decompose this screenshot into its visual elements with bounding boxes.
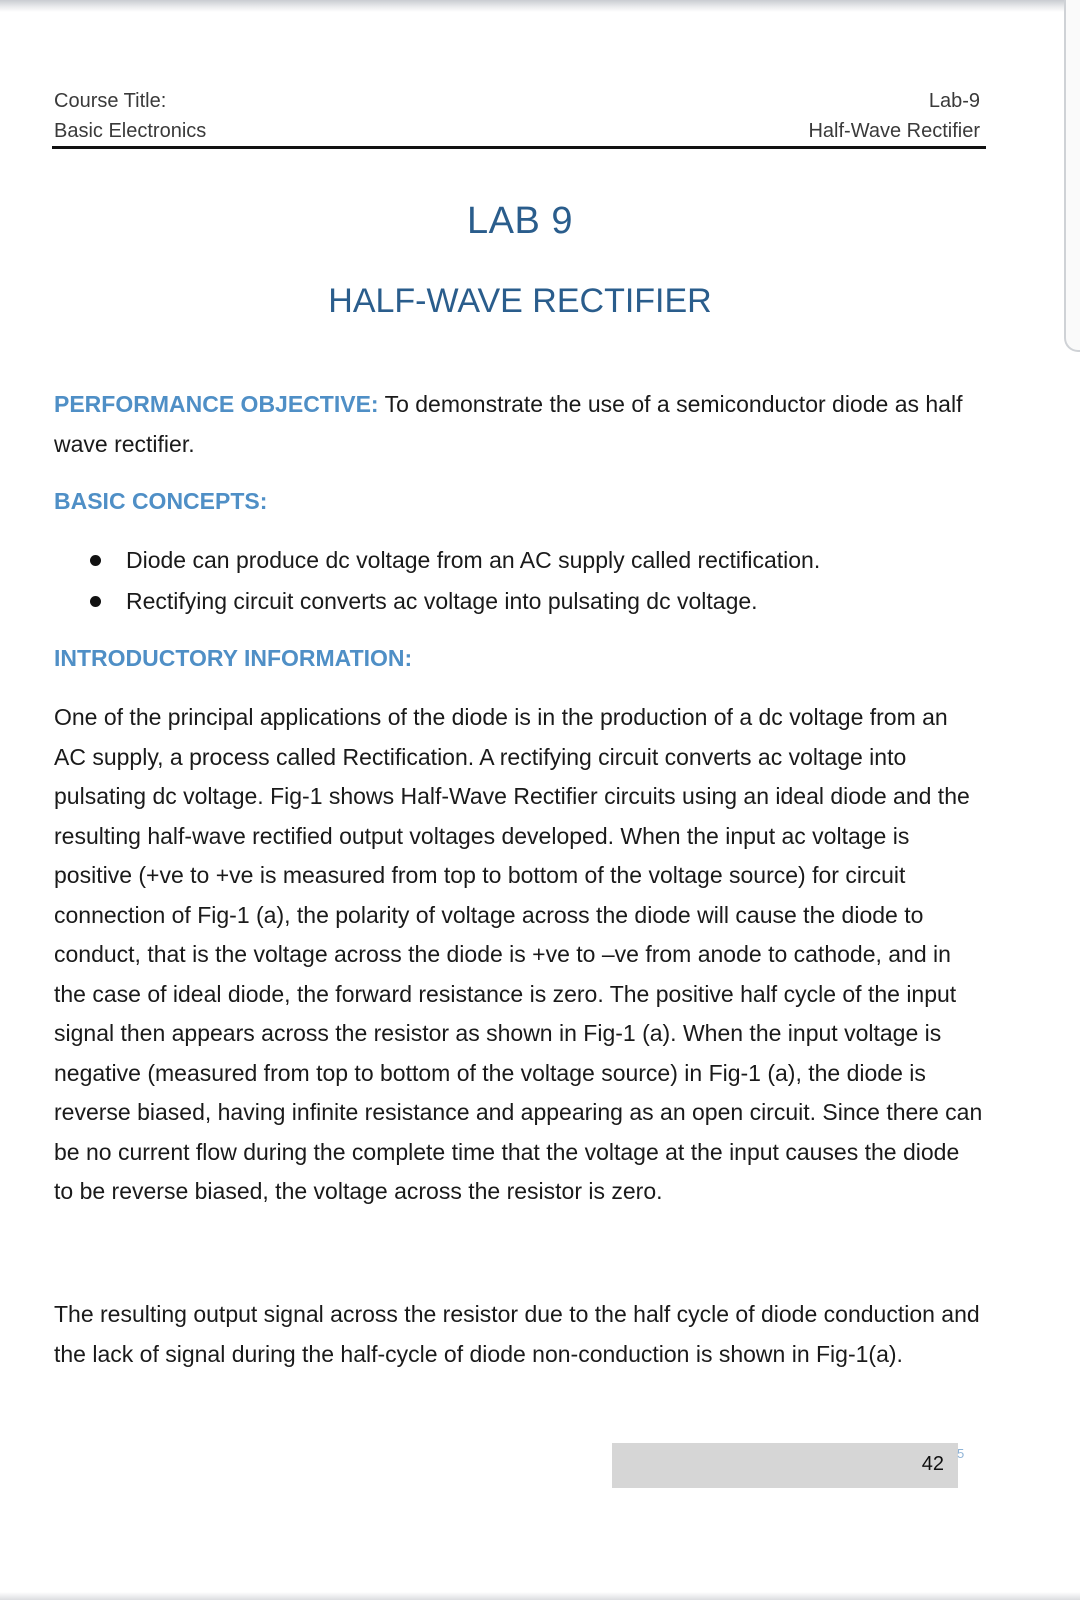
course-title-value: Basic Electronics (54, 120, 207, 142)
lab-name: Half-Wave Rectifier (808, 120, 980, 142)
performance-objective (54, 385, 984, 464)
introductory-heading (54, 639, 984, 679)
introductory-paragraph-1 (54, 698, 984, 1212)
introductory-paragraph-2 (54, 1295, 984, 1374)
page-subtitle: HALF-WAVE RECTIFIER (328, 282, 712, 320)
course-title-label: Course Title: (54, 90, 167, 112)
header-left (54, 86, 206, 146)
basic-concepts-list (54, 540, 984, 622)
window-top-shadow (0, 0, 1080, 12)
page-title: LAB 9 (466, 200, 574, 242)
objective-text: To demonstrate the use of a semiconductor diode as half wave rectifier. (54, 391, 963, 457)
objective-label: PERFORMANCE OBJECTIVE: (54, 391, 379, 417)
page-header (52, 86, 986, 149)
basic-concepts-title: BASIC CONCEPTS: (54, 488, 268, 514)
page-curl-edge (1064, 0, 1080, 352)
list-item: Diode can produce dc voltage from an AC supply called rectification. (54, 540, 984, 581)
paragraph: The resulting output signal across the resistor due to the half cycle of diode conduction and the lack of signal during the half-cycle of diode non-conduction is shown in Fig-1(a). (54, 1301, 980, 1367)
list-item: Rectifying circuit converts ac voltage into pulsating dc voltage. (54, 581, 984, 622)
page-number: 42 (921, 1453, 944, 1475)
page-footer (612, 1443, 958, 1488)
header-right (808, 86, 980, 146)
basic-concepts-heading (54, 482, 984, 522)
paragraph: One of the principal applications of the diode is in the production of a dc voltage from an AC supply, a process called Rectification. A rectifying circuit converts ac voltage into pulsating dc voltage. Fig-1 shows Half-Wave Rectifier circuits using an ideal diode and the resulting half-wave rectified output voltages developed. When the input ac voltage is positive (+ve to +ve is measured from top to bottom of the voltage source) for circuit connection of Fig-1 (a), the polarity of voltage across the diode will cause the diode to conduct, that is the voltage across the diode is +ve to –ve from anode to cathode, and in the case of ideal diode, the forward resistance is zero. The positive half cycle of the input signal then appears across the resistor as shown in Fig-1 (a). When the input voltage is negative (measured from top to bottom of the voltage source) in Fig-1 (a), the diode is reverse biased, having infinite resistance and appearing as an open circuit. Since there can be no current flow during the complete time that the voltage at the input causes the diode to be reverse biased, the voltage across the resistor is zero. (54, 704, 983, 1204)
lab-number: Lab-9 (928, 90, 980, 112)
margin-mark: 5 (957, 1446, 965, 1461)
window-bottom-edge (0, 1592, 1080, 1600)
introductory-title: INTRODUCTORY INFORMATION: (54, 645, 413, 671)
